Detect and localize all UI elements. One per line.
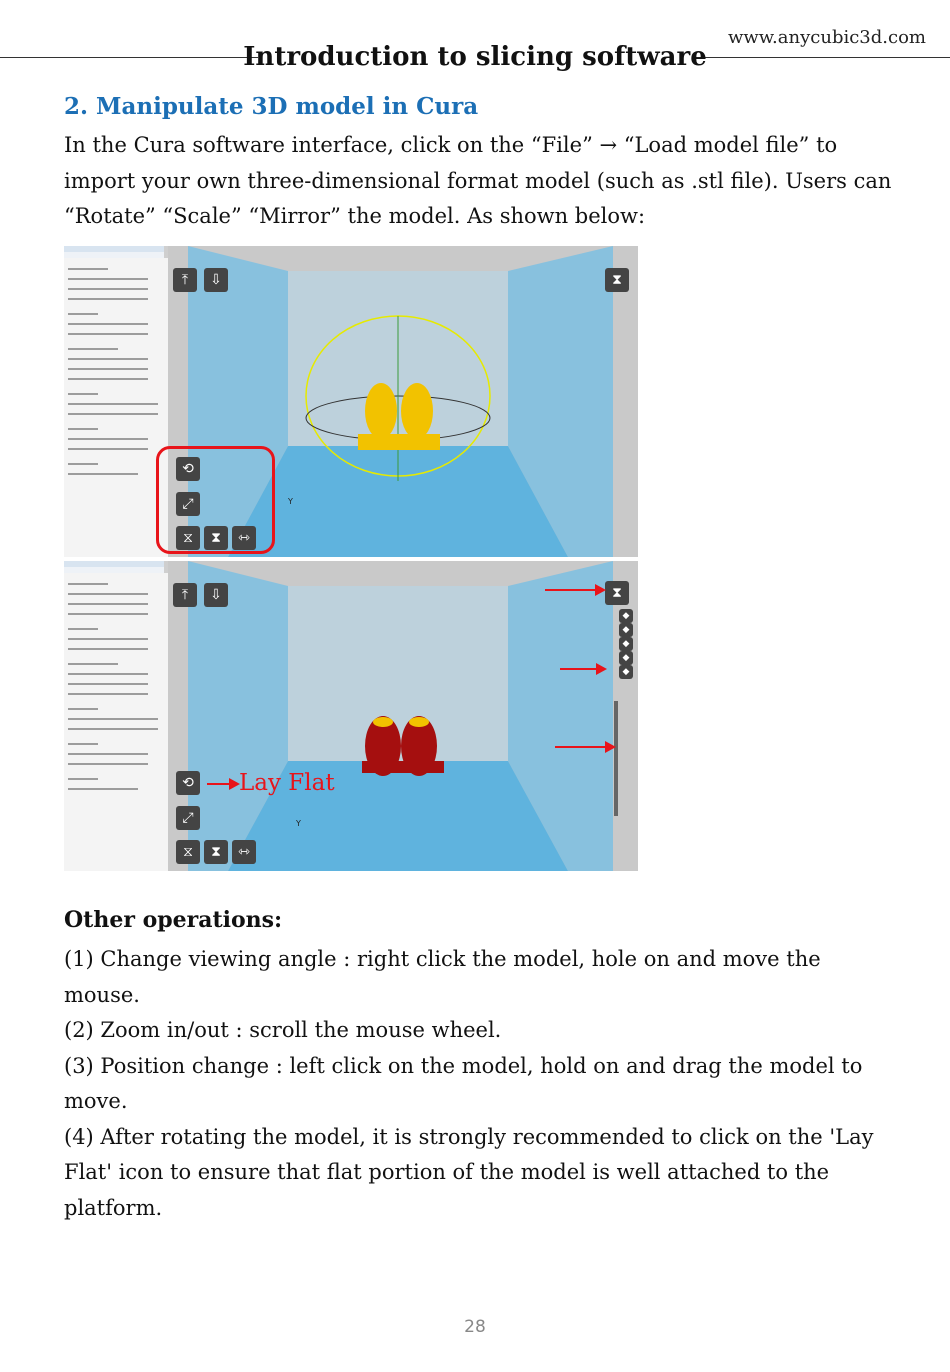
callout-arrow-view-mode <box>545 584 606 596</box>
operation-item: (2) Zoom in/out : scroll the mouse wheel. <box>64 1018 502 1042</box>
operation-item: (4) After rotating the model, it is strongly recommended to click on the 'Lay Flat' icon to ensure that flat portion of the model is well attached to the platform. <box>64 1124 874 1220</box>
mirror-icon-3[interactable]: ⇿ <box>232 840 256 864</box>
3d-viewport <box>168 561 638 871</box>
save-file-icon[interactable]: ⇩ <box>204 268 228 292</box>
view-normal-icon[interactable]: ◆ <box>619 609 633 623</box>
settings-panel <box>64 573 169 871</box>
cura-screenshot-1 <box>64 246 638 557</box>
operation-item: (3) Position change : left click on the model, hold on and drag the model to move. <box>64 1053 863 1113</box>
mirror-icon-2[interactable]: ⧗ <box>204 526 228 550</box>
view-transparent-icon[interactable]: ◆ <box>619 637 633 651</box>
page-header-title: Introduction to slicing software <box>243 42 707 72</box>
build-volume-scene <box>168 561 638 871</box>
callout-arrow-lay-flat <box>207 778 240 790</box>
mirror-icon-1[interactable]: ⧖ <box>176 840 200 864</box>
view-layers-icon[interactable]: ◆ <box>619 665 633 679</box>
view-xray-icon[interactable]: ◆ <box>619 651 633 665</box>
svg-text:Y: Y <box>288 497 293 506</box>
website-url: www.anycubic3d.com <box>727 27 926 48</box>
callout-arrow-layers <box>560 663 607 675</box>
view-mode-icon[interactable]: ⧗ <box>605 581 629 605</box>
other-operations-heading: Other operations: <box>64 907 283 933</box>
rotate-icon[interactable]: ⟲ <box>176 457 200 481</box>
operations-list <box>64 942 894 1226</box>
tools-highlight-box <box>156 446 275 554</box>
view-overhang-icon[interactable]: ◆ <box>619 623 633 637</box>
open-file-icon[interactable]: ⤒ <box>173 268 197 292</box>
lay-flat-icon[interactable]: ⟲ <box>176 771 200 795</box>
mirror-icon-3[interactable]: ⇿ <box>232 526 256 550</box>
mirror-icon-1[interactable]: ⧖ <box>176 526 200 550</box>
callout-arrow-layer-slider <box>555 741 616 753</box>
lay-flat-callout-label: Lay Flat <box>239 770 335 796</box>
open-file-icon[interactable]: ⤒ <box>173 583 197 607</box>
page-number: 28 <box>464 1317 486 1337</box>
cura-screenshot-2 <box>64 561 638 871</box>
section-heading: 2. Manipulate 3D model in Cura <box>64 93 479 120</box>
svg-text:Y: Y <box>296 819 301 828</box>
save-file-icon[interactable]: ⇩ <box>204 583 228 607</box>
mirror-icon-2[interactable]: ⧗ <box>204 840 228 864</box>
settings-panel <box>64 258 169 557</box>
intro-paragraph: In the Cura software interface, click on the “File” → “Load model file” to import your own three-dimensional format model (such as .stl file). Users can “Rotate” “Scale” “Mirror” the model. As shown below: <box>64 133 892 228</box>
scale-icon[interactable]: ⤢ <box>176 806 200 830</box>
operation-item: (1) Change viewing angle : right click the model, hole on and move the mouse. <box>64 947 821 1007</box>
scale-icon[interactable]: ⤢ <box>176 492 200 516</box>
view-mode-icon[interactable]: ⧗ <box>605 268 629 292</box>
